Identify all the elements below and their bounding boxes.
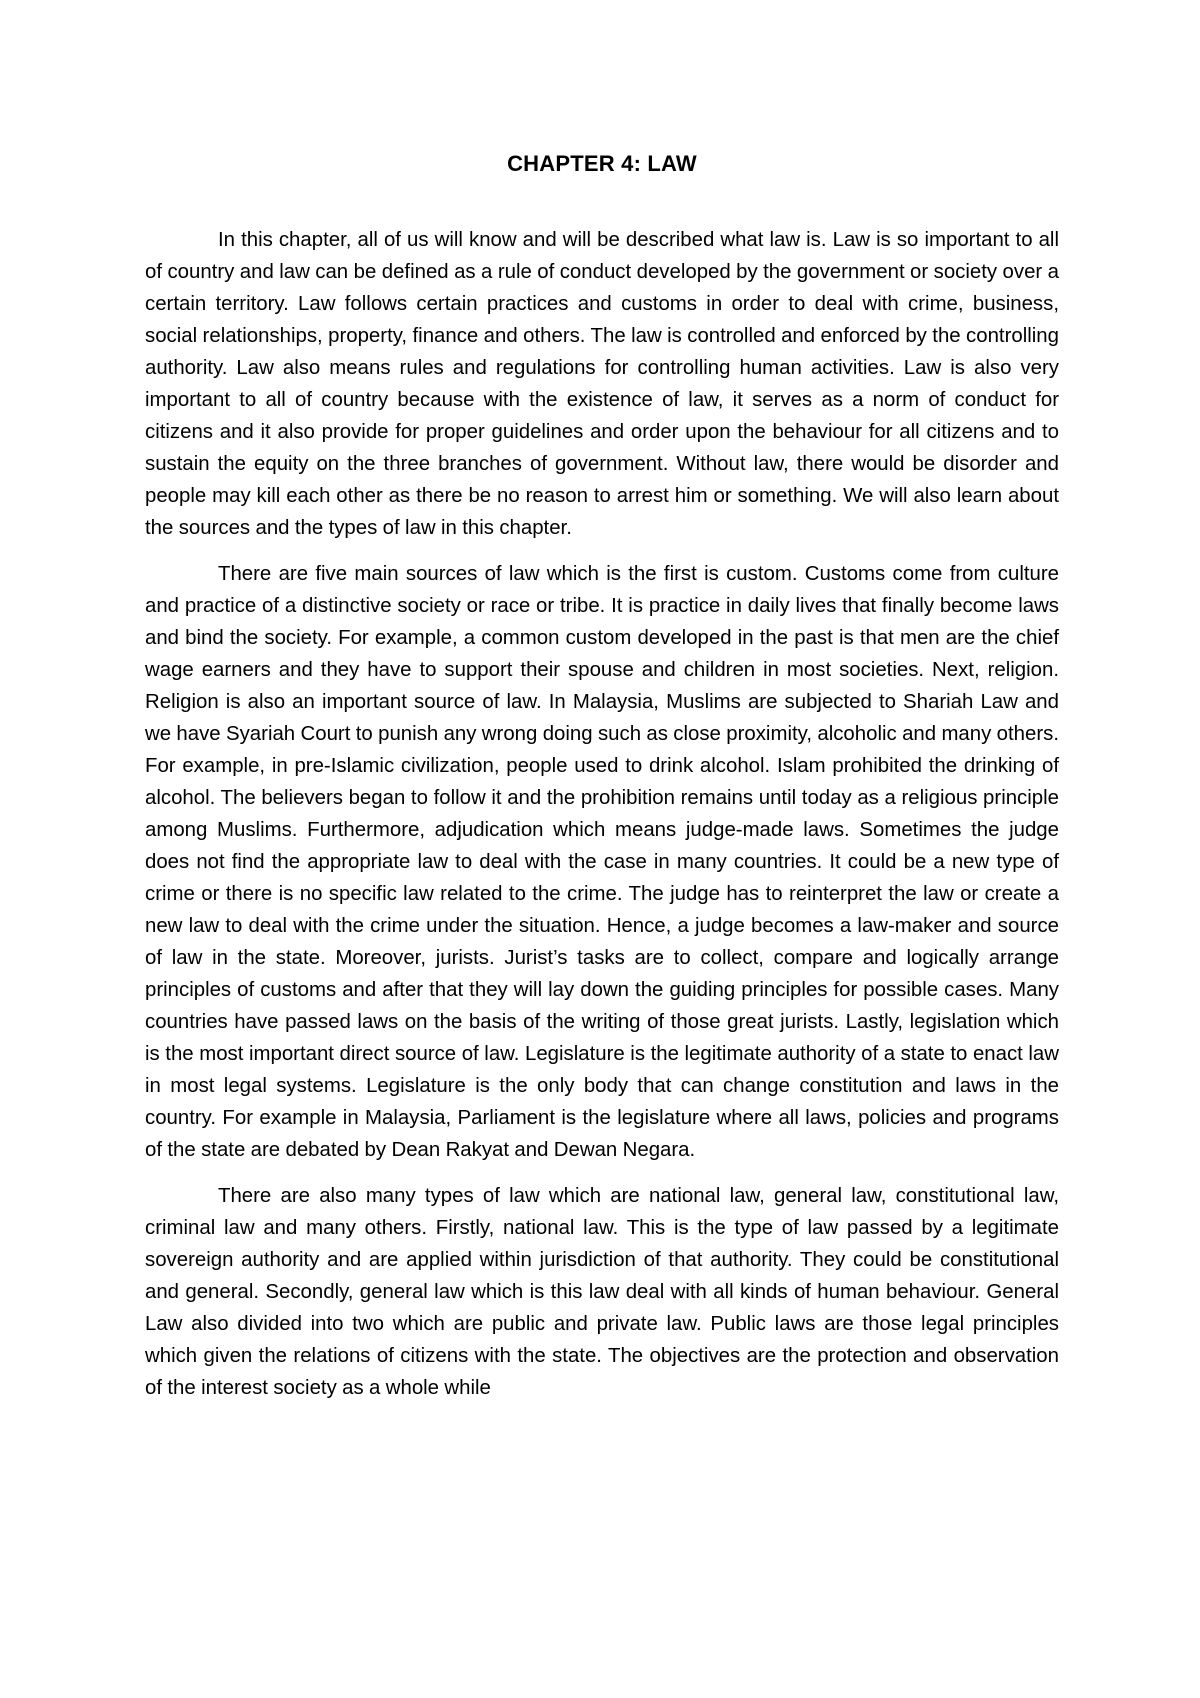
document-page bbox=[145, 145, 1059, 1418]
chapter-title: CHAPTER 4: LAW bbox=[507, 151, 697, 176]
paragraph-types-of-law: There are also many types of law which are national law, general law, constitutional law, criminal law and many others. Firstly, national law. This is the type of law passed by a legitimate sovereign authority and are applied within jurisdiction of that authority. They could be constitutional and general. Secondly, general law which is this law deal with all kinds of human behaviour. General Law also divided into two which are public and private law. Public laws are those legal principles which given the relations of citizens with the state. The objectives are the protection and observation of the interest society as a whole while bbox=[145, 1185, 1059, 1399]
paragraph-introduction: In this chapter, all of us will know and will be described what law is. Law is so important to all of country and law can be defined as a rule of conduct developed by the government or society over a certain territory. Law follows certain practices and customs in order to deal with crime, business, social relationships, property, finance and others. The law is controlled and enforced by the controlling authority. Law also means rules and regulations for controlling human activities. Law is also very important to all of country because with the existence of law, it serves as a norm of conduct for citizens and it also provide for proper guidelines and order upon the behaviour for all citizens and to sustain the equity on the three branches of government. Without law, there would be disorder and people may kill each other as there be no reason to arrest him or something. We will also learn about the sources and the types of law in this chapter. bbox=[145, 229, 1059, 539]
paragraph-sources-of-law: There are five main sources of law which is the first is custom. Customs come from culture and practice of a distinctive society or race or tribe. It is practice in daily lives that finally become laws and bind the society. For example, a common custom developed in the past is that men are the chief wage earners and they have to support their spouse and children in most societies. Next, religion. Religion is also an important source of law. In Malaysia, Muslims are subjected to Shariah Law and we have Syariah Court to punish any wrong doing such as close proximity, alcoholic and many others. For example, in pre-Islamic civilization, people used to drink alcohol. Islam prohibited the drinking of alcohol. The believers began to follow it and the prohibition remains until today as a religious principle among Muslims. Furthermore, adjudication which means judge-made laws. Sometimes the judge does not find the appropriate law to deal with the case in many countries. It could be a new type of crime or there is no specific law related to the crime. The judge has to reinterpret the law or create a new law to deal with the crime under the situation. Hence, a judge becomes a law-maker and source of law in the state. Moreover, jurists. Jurist’s tasks are to collect, compare and logically arrange principles of customs and after that they will lay down the guiding principles for possible cases. Many countries have passed laws on the basis of the writing of those great jurists. Lastly, legislation which is the most important direct source of law. Legislature is the legitimate authority of a state to enact law in most legal systems. Legislature is the only body that can change constitution and laws in the country. For example in Malaysia, Parliament is the legislature where all laws, policies and programs of the state are debated by Dean Rakyat and Dewan Negara. bbox=[145, 563, 1060, 1161]
